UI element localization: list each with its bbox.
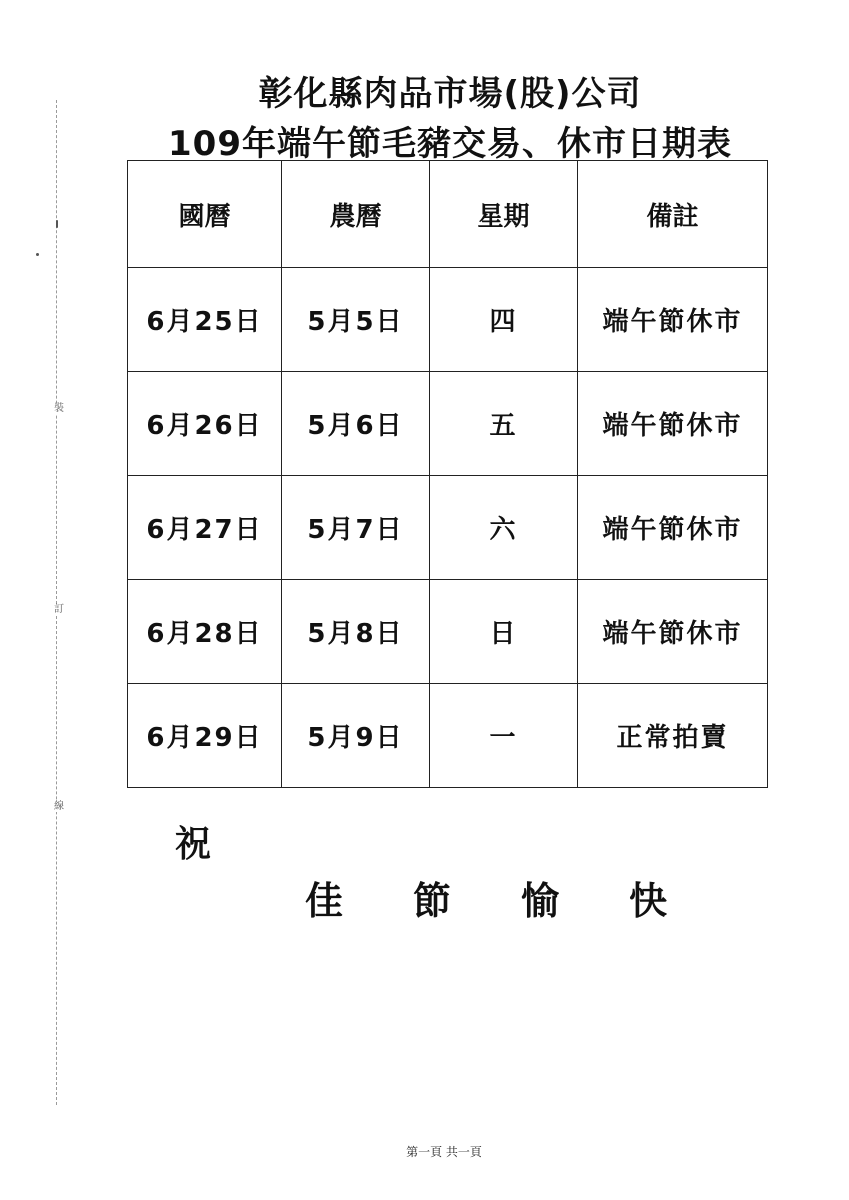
scan-speck: [36, 253, 39, 256]
binding-mark-3: 線: [54, 801, 64, 812]
binding-mark-1: 裝: [54, 403, 64, 414]
cell-gregorian: 6月26日: [128, 372, 282, 476]
binding-mark-2: 訂: [54, 604, 64, 615]
cell-weekday: 日: [430, 580, 578, 684]
cell-lunar: 5月5日: [282, 268, 430, 372]
blessing-line-2: 佳節愉快: [305, 879, 738, 923]
cell-note: 正常拍賣: [578, 684, 768, 788]
cell-note: 端午節休市: [578, 580, 768, 684]
cell-weekday: 四: [430, 268, 578, 372]
header-note: 備註: [578, 161, 768, 268]
table-header-row: [128, 161, 768, 268]
cell-note: 端午節休市: [578, 476, 768, 580]
cell-note: 端午節休市: [578, 372, 768, 476]
cell-lunar: 5月7日: [282, 476, 430, 580]
cell-weekday: 六: [430, 476, 578, 580]
page-footer: 第一頁 共一頁: [406, 1145, 482, 1159]
header-lunar: 農曆: [282, 161, 430, 268]
cell-lunar: 5月8日: [282, 580, 430, 684]
cell-note: 端午節休市: [578, 268, 768, 372]
table-row: [128, 372, 768, 476]
cell-weekday: 五: [430, 372, 578, 476]
cell-gregorian: 6月29日: [128, 684, 282, 788]
cell-gregorian: 6月25日: [128, 268, 282, 372]
table-row: [128, 580, 768, 684]
blessing-line-1: 祝: [175, 824, 212, 865]
table-row: [128, 684, 768, 788]
schedule-table: [127, 160, 768, 788]
cell-gregorian: 6月27日: [128, 476, 282, 580]
scan-speck: [56, 220, 58, 228]
document-subtitle: 109年端午節毛豬交易、休市日期表: [168, 124, 732, 164]
table-row: [128, 476, 768, 580]
cell-lunar: 5月6日: [282, 372, 430, 476]
header-gregorian: 國曆: [128, 161, 282, 268]
cell-weekday: 一: [430, 684, 578, 788]
cell-gregorian: 6月28日: [128, 580, 282, 684]
cell-lunar: 5月9日: [282, 684, 430, 788]
binding-line: [56, 100, 57, 1105]
header-weekday: 星期: [430, 161, 578, 268]
table-row: [128, 268, 768, 372]
document-title: 彰化縣肉品市場(股)公司: [258, 74, 642, 114]
